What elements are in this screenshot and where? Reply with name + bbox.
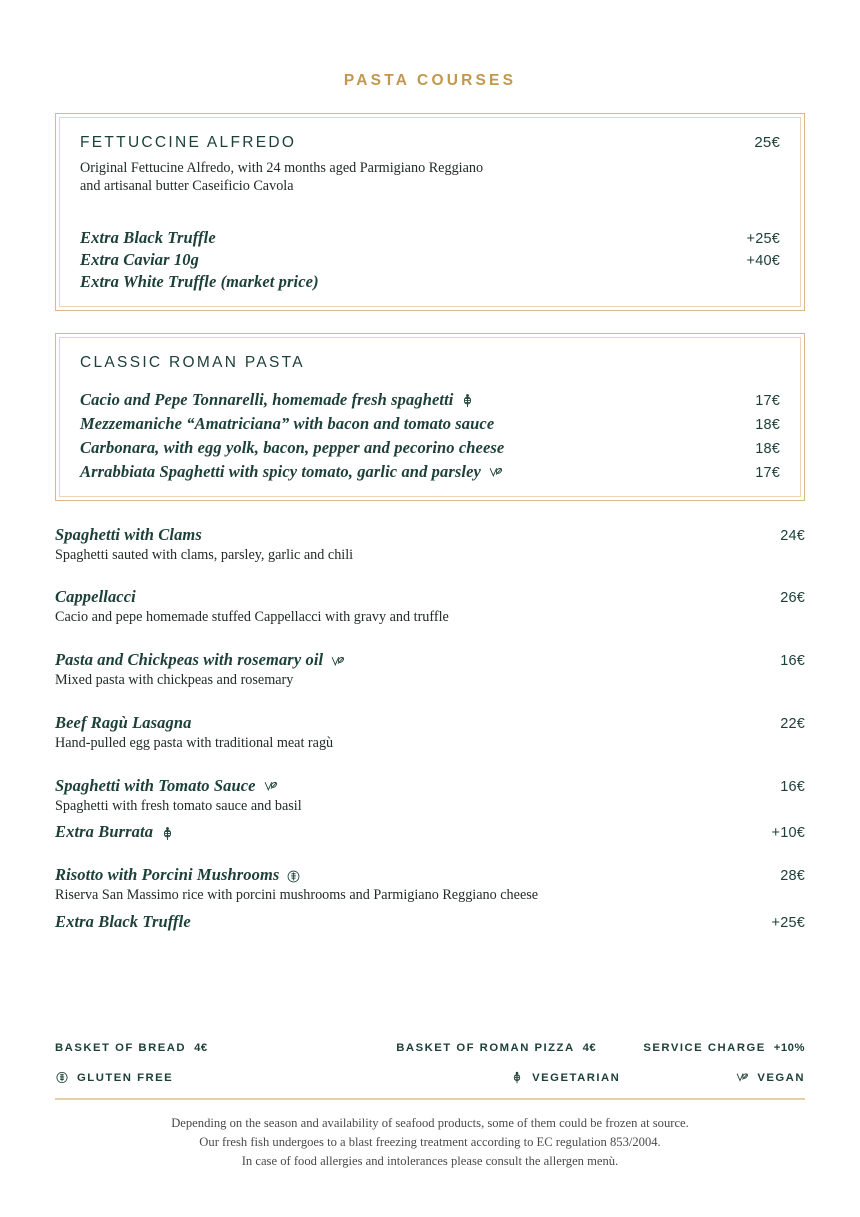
featured-extra-row — [80, 250, 780, 270]
menu-item-price: 17€ — [755, 464, 780, 481]
dish-extra-row — [55, 912, 805, 932]
footer-extra-pizza — [349, 1042, 643, 1054]
legend-label: VEGETARIAN — [532, 1071, 621, 1084]
dish-item — [55, 865, 805, 932]
footer-extra-value: +10% — [773, 1042, 806, 1055]
featured-description-line-1: Original Fettucine Alfredo, with 24 months aged Parmigiano Reggiano — [80, 159, 484, 176]
featured-extra-label: Extra Caviar 10g — [80, 250, 199, 270]
dish-name: Spaghetti with Clams — [55, 524, 202, 544]
menu-item-name: Mezzemaniche “Amatriciana” with bacon and tomato sauce — [80, 413, 495, 433]
featured-dish-description — [80, 159, 720, 196]
legend-label: VEGAN — [757, 1071, 805, 1084]
dish-description: Mixed pasta with chickpeas and rosemary — [55, 672, 294, 689]
featured-dish-name: FETTUCCINE ALFREDO — [80, 134, 297, 151]
legend-label: GLUTEN FREE — [77, 1071, 174, 1084]
fineprint-line: Our fresh fish undergoes to a blast freezing treatment according to EC regulation 853/2004. — [199, 1135, 661, 1150]
featured-extra-price: +25€ — [746, 231, 780, 248]
featured-dish-price: 25€ — [754, 134, 780, 151]
dish-description: Hand-pulled egg pasta with traditional meat ragù — [55, 734, 334, 751]
footer-extra-label: SERVICE CHARGE — [643, 1042, 766, 1055]
vegan-icon — [263, 778, 278, 795]
dish-list — [55, 525, 805, 932]
featured-description-line-2: and artisanal butter Caseificio Cavola — [80, 178, 294, 195]
footer-extra-label: BASKET OF BREAD — [55, 1042, 187, 1055]
menu-item-price: 17€ — [755, 392, 780, 409]
dish-description: Spaghetti sauted with clams, parsley, garlic and chili — [55, 546, 354, 563]
spacer — [80, 196, 780, 226]
menu-item-row — [80, 390, 780, 410]
vegan-icon — [735, 1070, 749, 1085]
classic-roman-pasta-heading: CLASSIC ROMAN PASTA — [80, 354, 305, 372]
dish-description: Spaghetti with fresh tomato sauce and basil — [55, 797, 302, 814]
dish-price: 28€ — [780, 868, 805, 885]
featured-dish-header — [80, 134, 780, 153]
footer-extra-bread — [55, 1042, 349, 1054]
dish-price: 22€ — [780, 715, 805, 732]
classic-roman-pasta-section — [55, 333, 805, 501]
footer-extra-value: 4€ — [194, 1042, 208, 1055]
dish-name: Cappellacci — [55, 587, 136, 607]
featured-extra-label: Extra White Truffle (market price) — [80, 272, 319, 292]
dish-description: Cacio and pepe homemade stuffed Cappellacci with gravy and truffle — [55, 609, 449, 626]
vegan-icon — [488, 464, 503, 481]
footer-service-charge — [643, 1042, 805, 1054]
footer-extra-value: 4€ — [582, 1042, 597, 1055]
dish-price: 24€ — [780, 527, 805, 544]
legend-vegan — [735, 1070, 805, 1085]
vegetarian-icon — [460, 392, 475, 409]
legend-vegetarian — [395, 1070, 735, 1085]
dish-item — [55, 713, 805, 753]
gluten-free-icon — [55, 1070, 69, 1085]
footer-extras-row — [55, 1042, 805, 1054]
menu-item-price: 18€ — [755, 416, 780, 433]
dish-price: 16€ — [780, 653, 805, 670]
featured-extra-row — [80, 228, 780, 248]
fineprint-line: In case of food allergies and intolerances please consult the allergen menù. — [241, 1154, 619, 1169]
dish-extra-name: Extra Burrata — [55, 822, 154, 842]
classic-roman-pasta-list — [80, 390, 780, 482]
menu-item-price: 18€ — [755, 440, 780, 457]
dish-item — [55, 587, 805, 627]
dish-description: Riserva San Massimo rice with porcini mushrooms and Parmigiano Reggiano cheese — [55, 887, 539, 904]
featured-extra-price: +40€ — [746, 253, 780, 270]
featured-extra-label: Extra Black Truffle — [80, 228, 216, 248]
dish-name: Spaghetti with Tomato Sauce — [55, 775, 256, 795]
dish-item — [55, 525, 805, 565]
dish-extra-price: +10€ — [771, 825, 805, 842]
menu-item-name: Carbonara, with egg yolk, bacon, pepper and pecorino cheese — [80, 437, 505, 457]
gluten-free-icon — [286, 868, 301, 885]
dish-price: 26€ — [780, 590, 805, 607]
vegan-icon — [330, 653, 345, 670]
vegetarian-icon — [510, 1070, 524, 1085]
fineprint-line: Depending on the season and availability of seafood products, some of them could be frozen at source. — [171, 1116, 689, 1131]
footer-divider — [55, 1098, 805, 1100]
menu-item-row — [80, 438, 780, 458]
dish-name: Beef Ragù Lasagna — [55, 712, 192, 732]
dish-extra-name: Extra Black Truffle — [55, 912, 191, 932]
dish-item — [55, 650, 805, 690]
fineprint — [55, 1114, 805, 1171]
footer-extra-label: BASKET OF ROMAN PIZZA — [396, 1042, 575, 1055]
featured-extra-row — [80, 272, 780, 292]
dish-item — [55, 776, 805, 843]
featured-dish-section — [55, 113, 805, 311]
footer-legend-row — [55, 1070, 805, 1085]
menu-item-row — [80, 414, 780, 434]
vegetarian-icon — [160, 825, 175, 842]
footer — [55, 1042, 805, 1171]
page-title: PASTA COURSES — [343, 72, 517, 89]
dish-name: Risotto with Porcini Mushrooms — [55, 865, 280, 885]
menu-item-name: Arrabbiata Spaghetti with spicy tomato, garlic and parsley — [80, 461, 481, 481]
menu-item-row — [80, 462, 780, 482]
dish-price: 16€ — [780, 778, 805, 795]
dish-extra-price: +25€ — [771, 915, 805, 932]
dish-name: Pasta and Chickpeas with rosemary oil — [55, 650, 324, 670]
menu-item-name: Cacio and Pepe Tonnarelli, homemade fresh spaghetti — [80, 389, 454, 409]
legend-gluten-free — [55, 1070, 395, 1085]
dish-extra-row — [55, 822, 805, 842]
